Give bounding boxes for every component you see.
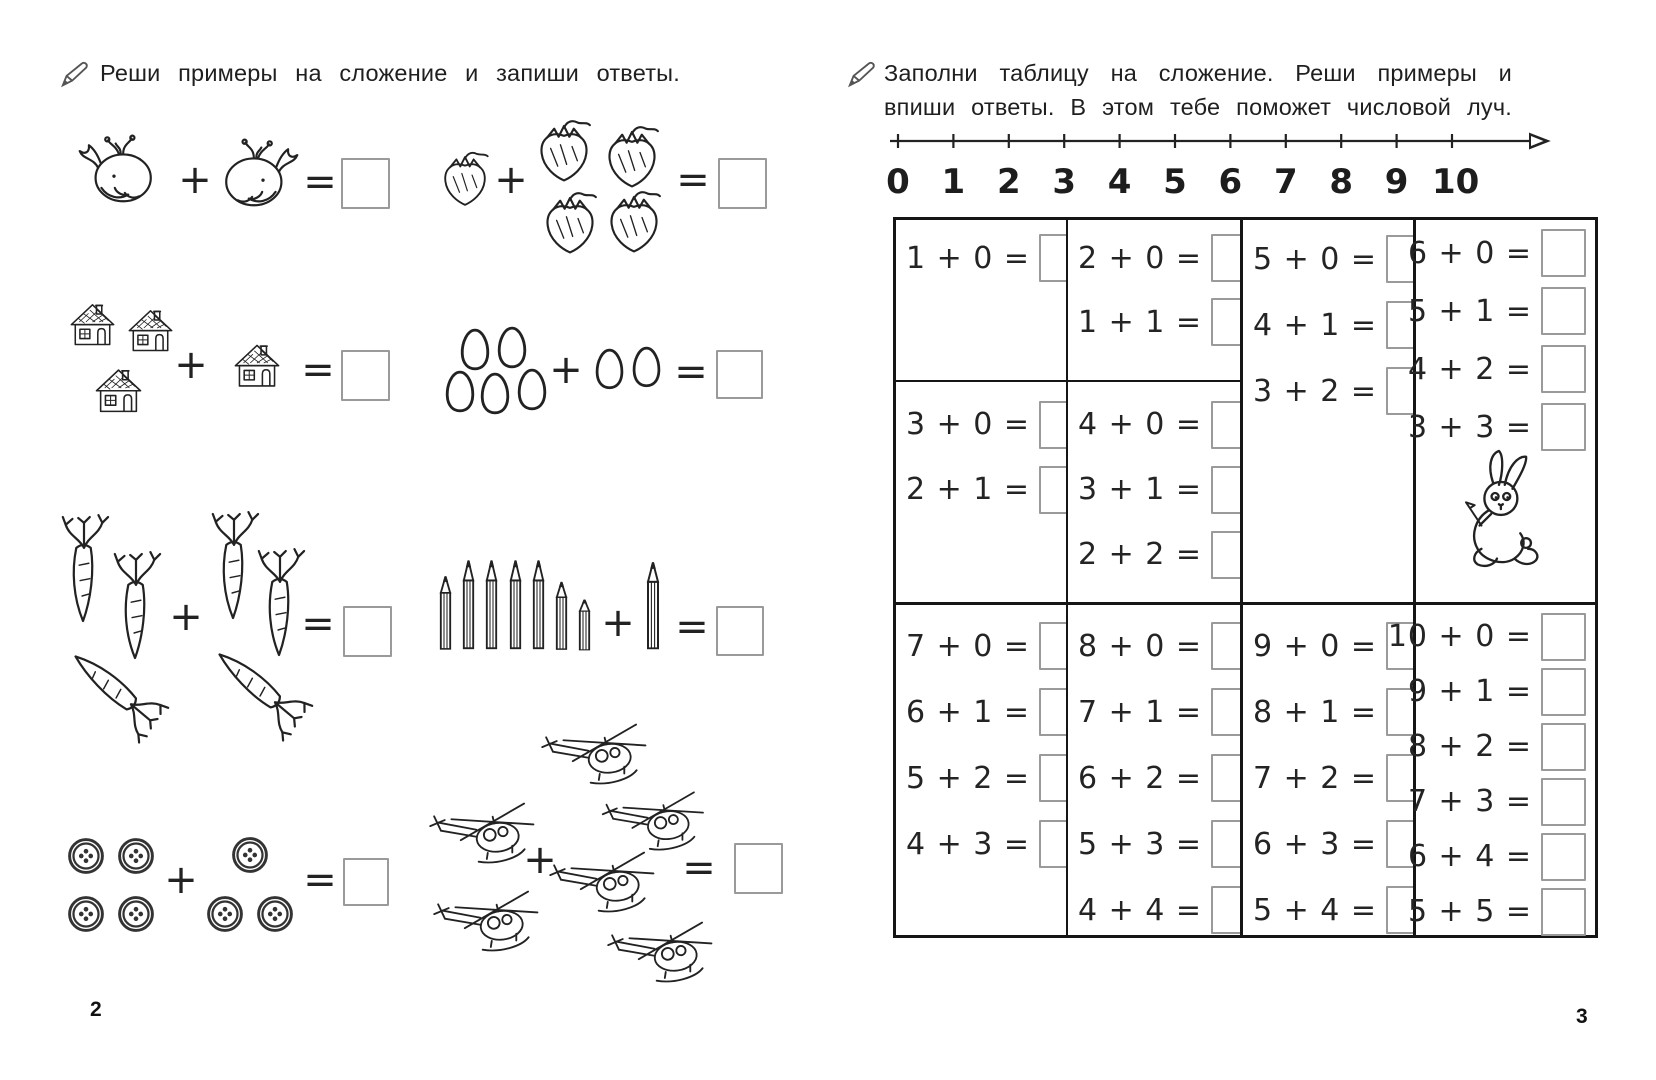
- strawberry-icon: [600, 124, 664, 190]
- house-icon: [91, 355, 146, 421]
- answer-box[interactable]: [1541, 345, 1586, 393]
- equation-text: 5 + 0 =: [1253, 241, 1378, 277]
- equation-row: [1407, 829, 1595, 884]
- number-line-label: 9: [1384, 162, 1409, 202]
- egg-icon: [515, 366, 549, 412]
- equation-text: 4 + 1 =: [1253, 307, 1378, 343]
- answer-box[interactable]: [1541, 833, 1586, 881]
- whale-icon: [73, 130, 165, 214]
- right-instruction-line1: Заполни таблицу на сложение. Реши примеры и: [884, 60, 1512, 86]
- equation-row: [1068, 877, 1240, 943]
- page-number-left: 2: [90, 998, 102, 1021]
- table-cell-E: [1240, 220, 1413, 602]
- house-icon: [230, 330, 284, 396]
- page-number-right: 3: [1576, 1005, 1588, 1028]
- equals-sign: =: [303, 159, 337, 205]
- equation-row: [896, 392, 1066, 457]
- equation-row: [1243, 811, 1413, 877]
- button-icon: [231, 836, 269, 874]
- equation-text: 9 + 1 =: [1407, 674, 1532, 709]
- number-line-label: 5: [1163, 162, 1187, 202]
- equation-text: 4 + 0 =: [1078, 407, 1203, 442]
- equation-row: [896, 745, 1066, 811]
- helicopter-icon: [540, 718, 650, 787]
- number-line-label: 4: [1107, 162, 1132, 202]
- answer-box[interactable]: [716, 350, 763, 399]
- answer-box[interactable]: [1541, 613, 1586, 661]
- strawberry-icon: [532, 118, 596, 184]
- carrot-icon: [232, 626, 284, 750]
- equation-text: 6 + 1 =: [906, 694, 1031, 730]
- number-line-label: 3: [1052, 162, 1077, 202]
- equation-row: [1243, 292, 1413, 358]
- equation-text: 7 + 0 =: [906, 628, 1031, 664]
- pencil-icon: [484, 554, 499, 652]
- equation-row: [1068, 457, 1240, 522]
- equation-text: 3 + 3 =: [1407, 409, 1532, 445]
- answer-box[interactable]: [343, 606, 392, 657]
- plus-sign: +: [178, 157, 212, 203]
- answer-box[interactable]: [718, 158, 767, 209]
- answer-box[interactable]: [1541, 229, 1586, 277]
- helicopter-icon: [548, 846, 658, 915]
- helicopter-icon: [600, 786, 708, 853]
- equation-row: [896, 457, 1066, 522]
- equation-text: 8 + 2 =: [1407, 729, 1532, 764]
- equation-row: [1407, 884, 1595, 939]
- equation-row: [1068, 392, 1240, 457]
- equation-row: [1068, 290, 1240, 354]
- table-cell-J: [1387, 602, 1595, 935]
- helicopter-icon: [432, 885, 542, 954]
- equals-sign: =: [301, 601, 335, 647]
- equation-row: [1068, 613, 1240, 679]
- egg-icon: [478, 370, 512, 416]
- pencil-icon: [461, 554, 476, 652]
- whale-icon: [212, 134, 304, 218]
- addition-table: [893, 217, 1598, 938]
- equals-sign: =: [301, 347, 335, 393]
- answer-box[interactable]: [1541, 723, 1586, 771]
- button-icon: [67, 895, 105, 933]
- equals-sign: =: [682, 845, 716, 891]
- equation-text: 9 + 0 =: [1253, 628, 1378, 664]
- helicopter-icon: [428, 797, 538, 866]
- number-line: [886, 126, 1570, 206]
- equation-row: [1068, 811, 1240, 877]
- answer-box[interactable]: [343, 858, 389, 906]
- pencil-icon: [508, 554, 523, 652]
- equation-text: 6 + 4 =: [1407, 839, 1532, 874]
- table-cell-H: [1066, 602, 1240, 935]
- equation-text: 3 + 1 =: [1078, 472, 1203, 507]
- equals-sign: =: [674, 349, 708, 395]
- right-instruction: [884, 56, 1512, 124]
- answer-box[interactable]: [1541, 888, 1586, 936]
- answer-box[interactable]: [1541, 778, 1586, 826]
- answer-box[interactable]: [1541, 287, 1586, 335]
- pencil-icon: [645, 556, 661, 652]
- number-line-label: 1: [941, 162, 966, 202]
- equation-row: [1068, 226, 1240, 290]
- equation-text: 10 + 0 =: [1387, 619, 1532, 654]
- equation-text: 6 + 0 =: [1407, 235, 1532, 271]
- equation-text: 2 + 1 =: [906, 472, 1031, 507]
- number-line-label: 0: [886, 162, 910, 202]
- egg-icon: [458, 326, 492, 372]
- pencil-task-icon: [845, 60, 879, 90]
- equation-row: [1243, 226, 1413, 292]
- equation-row: [896, 679, 1066, 745]
- table-cell-G: [896, 602, 1066, 935]
- plus-sign: +: [169, 594, 203, 640]
- table-cell-C: [1066, 220, 1240, 380]
- equation-text: 1 + 0 =: [906, 240, 1031, 276]
- equation-text: 6 + 3 =: [1253, 826, 1378, 862]
- button-icon: [206, 895, 244, 933]
- table-cell-F: [1407, 220, 1595, 602]
- egg-icon: [593, 346, 626, 391]
- equation-row: [896, 613, 1066, 679]
- equation-text: 4 + 4 =: [1078, 892, 1203, 928]
- egg-icon: [495, 324, 529, 370]
- button-icon: [117, 837, 155, 875]
- equation-row: [1407, 664, 1595, 719]
- plus-sign: +: [494, 157, 528, 203]
- plus-sign: +: [549, 347, 583, 393]
- answer-box[interactable]: [716, 606, 764, 656]
- egg-icon: [443, 368, 477, 414]
- house-icon: [66, 290, 119, 354]
- equation-row: [896, 811, 1066, 877]
- equation-text: 7 + 3 =: [1407, 784, 1532, 819]
- equals-sign: =: [303, 857, 337, 903]
- plus-sign: +: [523, 837, 557, 883]
- equation-text: 3 + 2 =: [1253, 373, 1378, 409]
- equation-row: [1068, 745, 1240, 811]
- equation-text: 2 + 0 =: [1078, 240, 1203, 276]
- equation-text: 5 + 2 =: [906, 760, 1031, 796]
- equation-row: [1407, 774, 1595, 829]
- equation-text: 4 + 3 =: [906, 826, 1031, 862]
- equation-row: [1387, 609, 1595, 664]
- egg-icon: [630, 344, 663, 389]
- equation-row: [896, 226, 1066, 290]
- answer-box[interactable]: [734, 843, 783, 894]
- button-icon: [256, 895, 294, 933]
- pencil-icon: [438, 571, 453, 652]
- equation-row: [1068, 679, 1240, 745]
- equation-row: [1243, 679, 1413, 745]
- plus-sign: +: [164, 857, 198, 903]
- plus-sign: +: [174, 342, 208, 388]
- carrot-icon: [88, 628, 140, 752]
- equation-row: [1407, 224, 1595, 282]
- answer-box[interactable]: [341, 158, 390, 209]
- equals-sign: =: [675, 604, 709, 650]
- equation-text: 5 + 5 =: [1407, 894, 1532, 929]
- right-instruction-line2: впиши ответы. В этом тебе поможет числовой луч.: [884, 94, 1512, 120]
- answer-box[interactable]: [341, 350, 390, 401]
- number-line-label: 2: [996, 162, 1021, 202]
- equation-text: 2 + 2 =: [1078, 537, 1203, 572]
- equation-text: 5 + 3 =: [1078, 826, 1203, 862]
- equation-row: [1407, 719, 1595, 774]
- carrot-icon: [58, 508, 110, 632]
- carrot-icon: [208, 505, 260, 629]
- table-cell-D: [1066, 380, 1240, 602]
- equation-text: 3 + 0 =: [906, 407, 1031, 442]
- equation-text: 6 + 2 =: [1078, 760, 1203, 796]
- equation-text: 4 + 2 =: [1407, 351, 1532, 387]
- strawberry-icon: [538, 190, 602, 256]
- helicopter-icon: [606, 916, 716, 985]
- rabbit-illustration: [1438, 448, 1556, 576]
- equals-sign: =: [676, 157, 710, 203]
- equation-row: [1243, 358, 1413, 424]
- plus-sign: +: [601, 600, 635, 646]
- pencil-icon: [531, 554, 546, 652]
- equation-text: 7 + 2 =: [1253, 760, 1378, 796]
- pencil-icon: [554, 577, 569, 652]
- table-cell-A: [896, 220, 1066, 380]
- strawberry-icon: [602, 189, 666, 255]
- equation-row: [1068, 522, 1240, 587]
- equation-text: 7 + 1 =: [1078, 694, 1203, 730]
- answer-box[interactable]: [1541, 668, 1586, 716]
- house-icon: [124, 296, 177, 360]
- equation-text: 5 + 4 =: [1253, 892, 1378, 928]
- equation-text: 1 + 1 =: [1078, 304, 1203, 340]
- number-line-label: 8: [1329, 162, 1354, 202]
- equation-text: 5 + 1 =: [1407, 293, 1532, 329]
- strawberry-icon: [437, 150, 493, 208]
- equation-row: [1243, 877, 1413, 943]
- button-icon: [67, 837, 105, 875]
- equation-text: 8 + 1 =: [1253, 694, 1378, 730]
- answer-box[interactable]: [1541, 403, 1586, 451]
- equation-text: 8 + 0 =: [1078, 628, 1203, 664]
- button-icon: [117, 895, 155, 933]
- table-cell-B: [896, 380, 1066, 602]
- equation-row: [1407, 340, 1595, 398]
- number-line-label: 7: [1273, 162, 1298, 202]
- left-instruction: Реши примеры на сложение и запиши ответы.: [100, 60, 680, 86]
- number-line-label: 10: [1432, 162, 1480, 202]
- equation-row: [1243, 745, 1413, 811]
- equation-row: [1407, 282, 1595, 340]
- pencil-icon: [577, 596, 592, 652]
- number-line-label: 6: [1218, 162, 1243, 202]
